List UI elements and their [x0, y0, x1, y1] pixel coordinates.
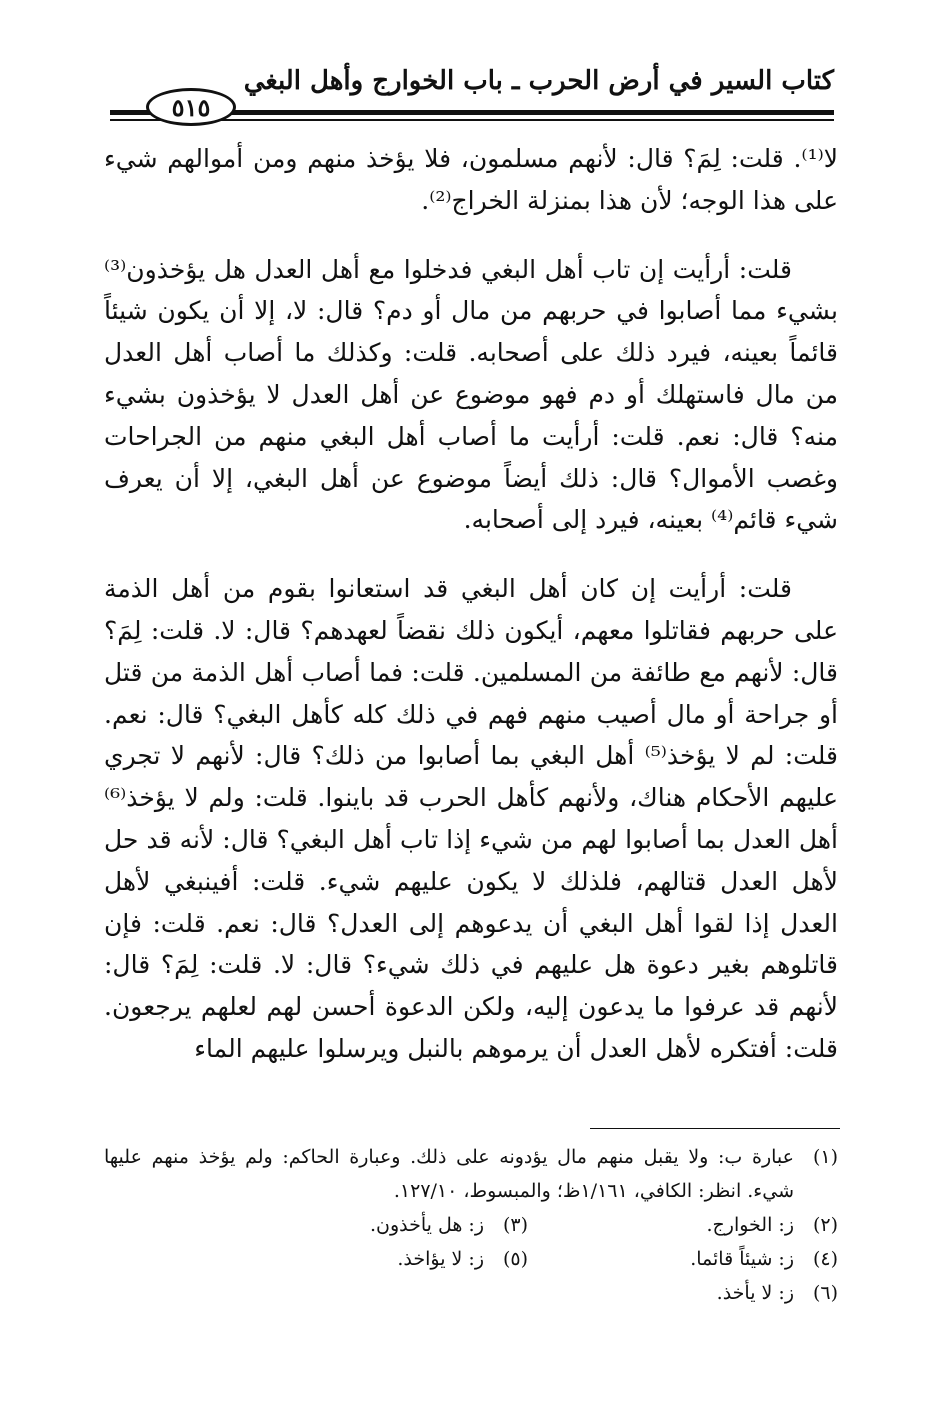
paragraph-3: قلت: أرأيت إن كان أهل البغي قد استعانوا بقوم من أهل الذمة على حربهم فقاتلوا معهم، أيكون ذلك نقضاً لعهدهم؟ قال: لا. قلت: لِمَ؟ قال: لأنهم مع طائفة من المسلمين. قلت: فما أصاب أهل الذمة من قتل أو جراحة أو مال أصيب منهم فهم في ذلك كله كأهل البغي؟ قال: نعم. قلت: لم لا يؤخذ⁽⁵⁾ أهل البغي بما أصابوا من ذلك؟ قال: لأنهم لا تجري عليهم الأحكام هناك، ولأنهم كأهل الحرب قد باينوا. قلت: ولم لا يؤخذ⁽⁶⁾ أهل العدل بما أصابوا لهم من شيء إذا تاب أهل البغي؟ قال: لأنه قد حل لأهل العدل قتالهم، فلذلك لا يكون عليهم شيء. قلت: أفينبغي لأهل العدل إذا لقوا أهل البغي أن يدعوهم إلى العدل؟ قال: نعم. قلت: فإن قاتلوهم بغير دعوة هل عليهم في ذلك شيء؟ قال: لا. قلت: لِمَ؟ قال: لأنهم قد عرفوا ما يدعون إليه، ولكن الدعوة أحسن لهم لعلهم يرجعون. قلت: أفتكره لأهل العدل أن يرموهم بالنبل ويرسلوا عليهم الماء	[104, 574, 838, 1063]
main-text-body	[104, 138, 838, 1070]
footnote-text: ز: الخوارج.	[706, 1214, 794, 1236]
footnote-number: (٦)	[812, 1282, 838, 1304]
footnote-2	[528, 1208, 838, 1242]
footnotes	[104, 1140, 838, 1310]
paragraph-1: لا⁽¹⁾. قلت: لِمَ؟ قال: لأنهم مسلمون، فلا يؤخذ منهم ومن أموالهم شيء على هذا الوجه؛ لأن هذا بمنزلة الخراج⁽²⁾.	[104, 144, 838, 215]
footnote-separator	[590, 1128, 840, 1129]
footnote-number: (١)	[812, 1146, 838, 1168]
footnote-text: عبارة ب: ولا يقبل منهم مال يؤدونه على ذلك. وعبارة الحاكم: ولم يؤخذ منهم عليها شيء. انظر: الكافي، ١/١٦١ظ؛ والمبسوط، ١٢٧/١٠.	[104, 1146, 794, 1202]
footnote-text: ز: لا يأخذ.	[716, 1282, 794, 1304]
footnote-number: (٥)	[502, 1248, 528, 1270]
footnote-number: (٤)	[812, 1248, 838, 1270]
paragraph-2: قلت: أرأيت إن تاب أهل البغي فدخلوا مع أهل العدل هل يؤخذون⁽³⁾ بشيء مما أصابوا في حربهم من مال أو دم؟ قال: لا، إلا أن يكون شيئاً قائماً بعينه، فيرد ذلك على أصحابه. قلت: وكذلك ما أصاب أهل العدل من مال فاستهلك أو دم فهو موضوع عن أهل العدل لا يؤخذون بشيء منه؟ قال: نعم. قلت: أرأيت ما أصاب أهل البغي منهم من الجراحات وغصب الأموال؟ قال: ذلك أيضاً موضوع عن أهل البغي، إلا أن يعرف شيء قائم⁽⁴⁾ بعينه، فيرد إلى أصحابه.	[104, 254, 838, 535]
footnote-3	[218, 1208, 528, 1242]
footnote-row-4-5	[104, 1242, 838, 1276]
footnote-1	[104, 1140, 838, 1208]
footnote-text: ز: هل يأخذون.	[369, 1214, 484, 1236]
footnote-4	[528, 1242, 838, 1276]
footnote-row-2-3	[104, 1208, 838, 1242]
footnote-text: ز: لا يؤاخذ.	[397, 1248, 484, 1270]
footnote-number: (٢)	[812, 1214, 838, 1236]
footnote-6	[104, 1276, 838, 1310]
footnote-number: (٣)	[502, 1214, 528, 1236]
footnote-text: ز: شيئاً قائما.	[690, 1248, 794, 1270]
page-number: ٥١٥	[146, 88, 236, 126]
footnote-5	[218, 1242, 528, 1276]
running-header-title: كتاب السير في أرض الحرب ـ باب الخوارج وأهل البغي	[243, 66, 834, 96]
